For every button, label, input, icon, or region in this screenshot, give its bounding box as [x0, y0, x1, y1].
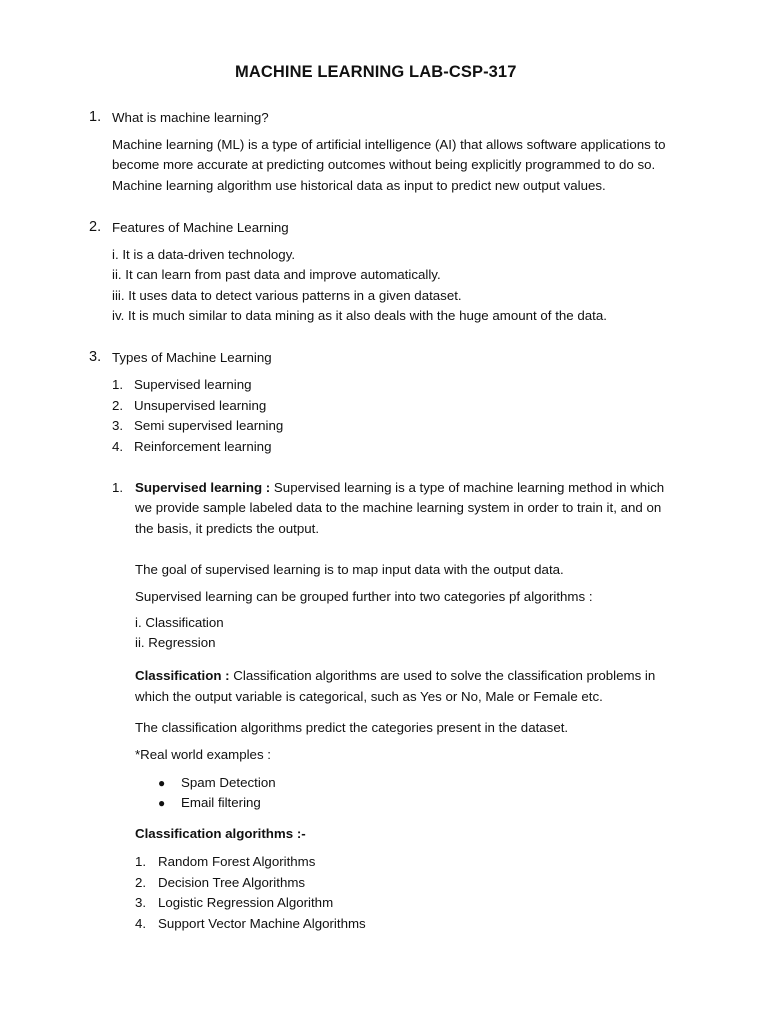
type-number: 2. — [112, 398, 124, 413]
classification-line-1 — [135, 668, 655, 683]
classification-heading: Classification : — [135, 668, 230, 683]
supervised-line-1-text: Supervised learning is a type of machine learning method in which — [270, 480, 665, 495]
example-item: Email filtering — [181, 795, 261, 810]
algorithm-label: Decision Tree Algorithms — [158, 875, 306, 890]
category-item: i. Classification — [135, 615, 224, 630]
supervised-line-3: the basis, it predicts the output. — [135, 521, 320, 536]
algorithm-number: 2. — [135, 875, 147, 890]
q3-question: Types of Machine Learning — [112, 350, 272, 365]
classification-predict: The classification algorithms predict the categories present in the dataset. — [135, 720, 569, 735]
q1-number: 1. — [89, 109, 102, 125]
supervised-line-1 — [135, 480, 664, 495]
supervised-heading: Supervised learning : — [135, 480, 271, 495]
type-number: 1. — [112, 377, 124, 392]
algorithm-number: 3. — [135, 895, 147, 910]
supervised-goal: The goal of supervised learning is to map input data with the output data. — [135, 562, 564, 577]
q1-question: What is machine learning? — [112, 110, 269, 125]
feature-item: iii. It uses data to detect various patterns in a given dataset. — [112, 288, 462, 303]
type-number: 4. — [112, 439, 124, 454]
q1-answer-line-1: Machine learning (ML) is a type of artificial intelligence (AI) that allows software applications to — [112, 137, 666, 152]
classification-line-1-text: Classification algorithms are used to solve the classification problems in — [229, 668, 656, 683]
q2-number: 2. — [89, 219, 102, 235]
bullet-icon: ● — [158, 776, 166, 790]
examples-label: *Real world examples : — [135, 747, 271, 762]
q3-number: 3. — [89, 349, 102, 365]
type-label: Reinforcement learning — [134, 439, 272, 454]
q2-question: Features of Machine Learning — [112, 220, 289, 235]
page-title: MACHINE LEARNING LAB-CSP-317 — [235, 63, 517, 81]
example-item: Spam Detection — [181, 775, 276, 790]
feature-item: ii. It can learn from past data and improve automatically. — [112, 267, 441, 282]
algorithm-label: Support Vector Machine Algorithms — [158, 916, 366, 931]
algorithm-number: 1. — [135, 854, 147, 869]
feature-item: i. It is a data-driven technology. — [112, 247, 296, 262]
type-label: Semi supervised learning — [134, 418, 284, 433]
type-number: 3. — [112, 418, 124, 433]
supervised-grouped: Supervised learning can be grouped further into two categories pf algorithms : — [135, 589, 593, 604]
category-item: ii. Regression — [135, 635, 216, 650]
algorithms-heading: Classification algorithms :- — [135, 826, 306, 841]
algorithm-number: 4. — [135, 916, 147, 931]
type-label: Supervised learning — [134, 377, 252, 392]
type-label: Unsupervised learning — [134, 398, 267, 413]
algorithm-label: Random Forest Algorithms — [158, 854, 316, 869]
classification-line-2: which the output variable is categorical, such as Yes or No, Male or Female etc. — [135, 689, 603, 704]
algorithm-label: Logistic Regression Algorithm — [158, 895, 334, 910]
supervised-number: 1. — [112, 480, 124, 495]
feature-item: iv. It is much similar to data mining as it also deals with the huge amount of the data. — [112, 308, 607, 323]
bullet-icon: ● — [158, 796, 166, 810]
q1-answer-line-3: Machine learning algorithm use historical data as input to predict new output values. — [112, 178, 606, 193]
supervised-line-2: we provide sample labeled data to the machine learning system in order to train it, and on — [135, 500, 662, 515]
q1-answer-line-2: become more accurate at predicting outcomes without being explicitly programmed to do so. — [112, 157, 656, 172]
